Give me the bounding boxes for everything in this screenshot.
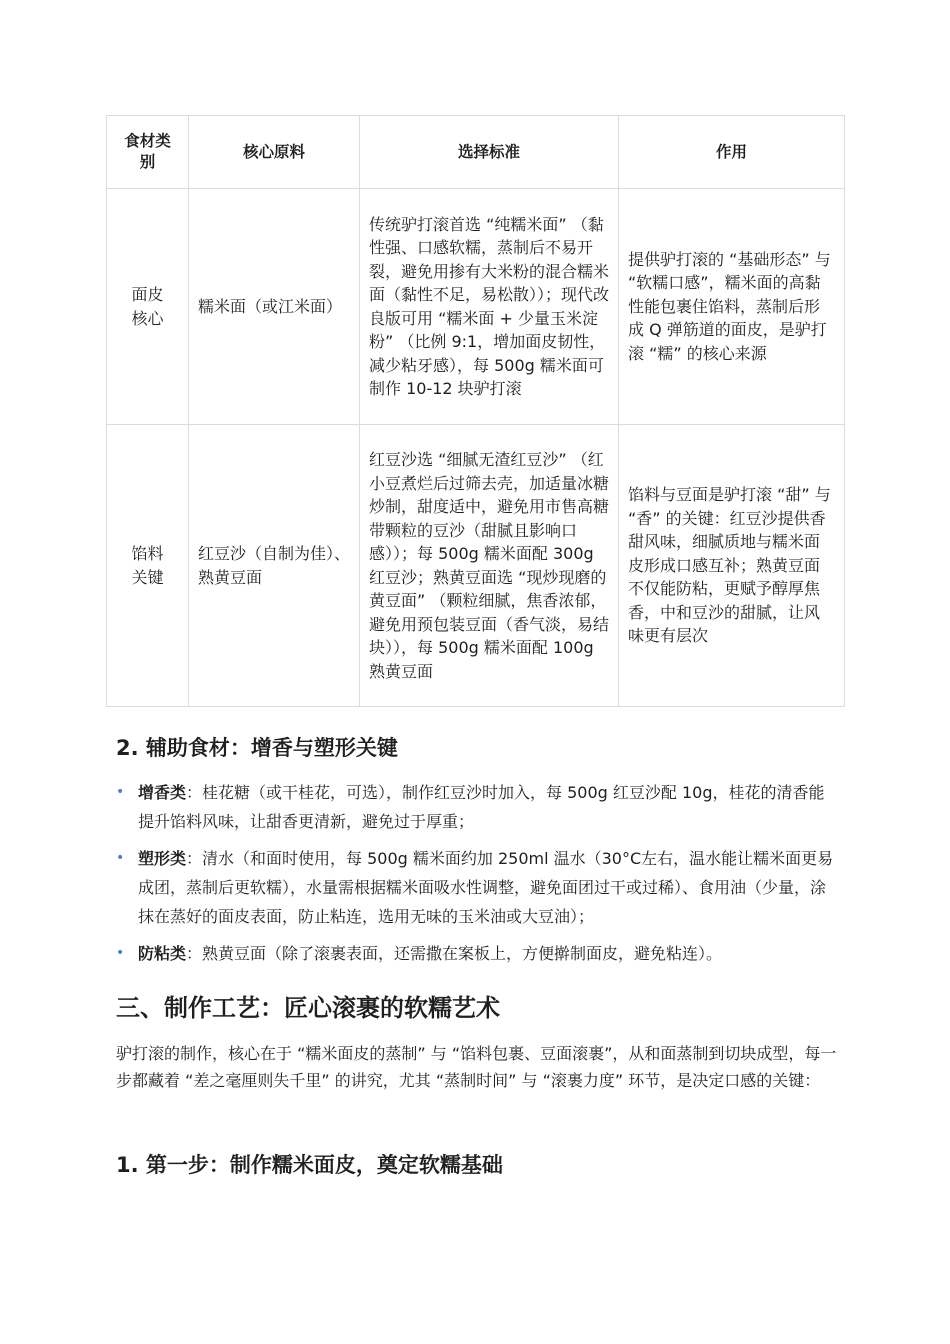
cell-effect: 提供驴打滚的 “基础形态” 与 “软糯口感”，糯米面的高黏性能包裹住馅料，蒸制后形成 Q 弹筋道的面皮，是驴打滚 “糯” 的核心来源 [619, 189, 845, 425]
item-label: 防粘类 [138, 944, 187, 963]
bullet-icon: • [116, 945, 125, 961]
item-text: ：熟黄豆面（除了滚裹表面，还需撒在案板上，方便擀制面皮，避免粘连）。 [186, 944, 723, 963]
item-label: 增香类 [138, 783, 187, 802]
step1-heading: 1. 第一步：制作糯米面皮，奠定软糯基础 [116, 1153, 503, 1177]
cell-standard: 红豆沙选 “细腻无渣红豆沙” （红小豆煮烂后过筛去壳，加适量冰糖炒制，甜度适中，避免用市售高糖带颗粒的豆沙（甜腻且影响口感））；每 500g 糯米面配 300g 红豆沙；熟黄豆面选 “现炒现磨的黄豆面” （颗粒细腻，焦香浓郁，避免用预包装豆面（香气淡，易结块）），每 500g 糯米面配 100g 熟黄豆面 [360, 425, 619, 707]
header-category: 食材类别 [107, 116, 189, 189]
section-heading-auxiliary: 2. 辅助食材：增香与塑形关键 [116, 736, 398, 760]
list-item [116, 939, 836, 968]
list-item [116, 844, 836, 931]
bullet-icon: • [116, 784, 125, 800]
auxiliary-list [116, 778, 836, 976]
table-row [107, 189, 845, 425]
cell-standard: 传统驴打滚首选 “纯糯米面” （黏性强、口感软糯，蒸制后不易开裂，避免用掺有大米粉的混合糯米面（黏性不足，易松散））；现代改良版可用 “糯米面 + 少量玉米淀粉” （比例 9:1，增加面皮韧性，减少粘牙感），每 500g 糯米面可制作 10-12 块驴打滚 [360, 189, 619, 425]
chapter-heading-process: 三、制作工艺：匠心滚裹的软糯艺术 [116, 994, 500, 1022]
cell-ingredient: 红豆沙（自制为佳）、熟黄豆面 [189, 425, 360, 707]
bullet-icon: • [116, 850, 125, 866]
cell-category: 馅料关键 [107, 425, 189, 707]
cell-ingredient: 糯米面（或江米面） [189, 189, 360, 425]
item-label: 塑形类 [138, 849, 187, 868]
list-item [116, 778, 836, 836]
item-text: ：桂花糖（或干桂花，可选），制作红豆沙时加入，每 500g 红豆沙配 10g，桂花的清香能提升馅料风味，让甜香更清新，避免过于厚重； [138, 783, 825, 831]
header-effect: 作用 [619, 116, 845, 189]
table-row [107, 425, 845, 707]
table-header-row [107, 116, 845, 189]
process-intro-paragraph: 驴打滚的制作，核心在于 “糯米面皮的蒸制” 与 “馅料包裹、豆面滚裹”，从和面蒸制到切块成型，每一步都藏着 “差之毫厘则失千里” 的讲究，尤其 “蒸制时间” 与 “滚裹力度” 环节，是决定口感的关键： [116, 1044, 837, 1090]
cell-category: 面皮核心 [107, 189, 189, 425]
ingredients-table [106, 115, 845, 707]
header-standard: 选择标准 [360, 116, 619, 189]
cell-effect: 馅料与豆面是驴打滚 “甜” 与 “香” 的关键：红豆沙提供香甜风味，细腻质地与糯米面皮形成口感互补；熟黄豆面不仅能防粘，更赋予醇厚焦香，中和豆沙的甜腻，让风味更有层次 [619, 425, 845, 707]
header-ingredient: 核心原料 [189, 116, 360, 189]
item-text: ：清水（和面时使用，每 500g 糯米面约加 250ml 温水（30°C左右，温水能让糯米面更易成团，蒸制后更软糯），水量需根据糯米面吸水性调整，避免面团过干或过稀）、食用油（少量，涂抹在蒸好的面皮表面，防止粘连，选用无味的玉米油或大豆油）； [138, 849, 834, 926]
